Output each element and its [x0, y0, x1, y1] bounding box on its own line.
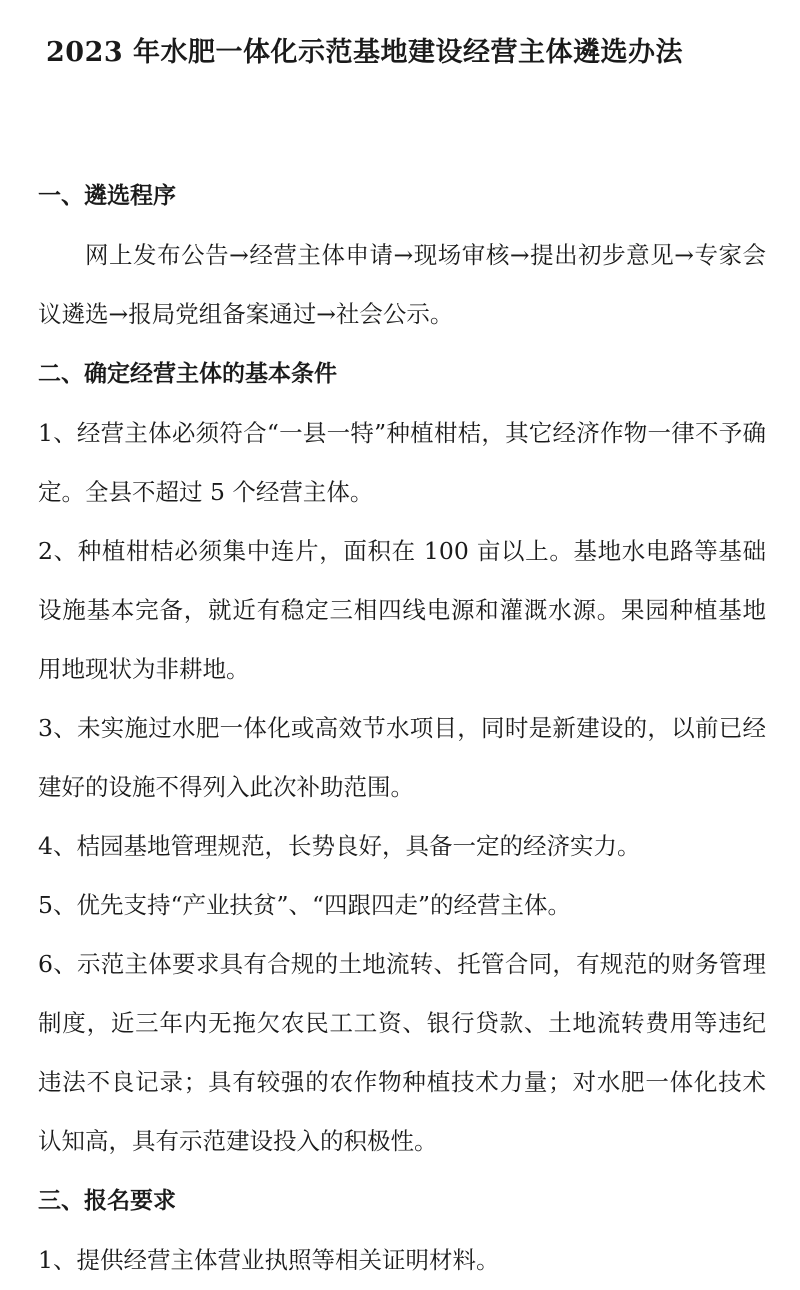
- section-registration-requirements: [38, 1171, 766, 1290]
- section-basic-conditions: [38, 344, 766, 1171]
- condition-item: 5、优先支持“产业扶贫”、“四跟四走”的经营主体。: [38, 891, 572, 919]
- section-selection-procedure: [38, 166, 766, 344]
- condition-item: 4、桔园基地管理规范，长势良好，具备一定的经济实力。: [38, 832, 641, 860]
- document-title: 2023 年水肥一体化示范基地建设经营主体遴选办法: [46, 37, 684, 68]
- section-heading: 三、报名要求: [38, 1187, 176, 1214]
- condition-item: 3、未实施过水肥一体化或高效节水项目，同时是新建设的，以前已经建好的设施不得列入此次补助范围。: [38, 714, 766, 801]
- condition-item: 2、种植柑桔必须集中连片，面积在 100 亩以上。基地水电路等基础设施基本完备，就近有稳定三相四线电源和灌溉水源。果园种植基地用地现状为非耕地。: [38, 537, 766, 683]
- section-heading: 一、遴选程序: [38, 182, 176, 209]
- section-heading: 二、确定经营主体的基本条件: [38, 360, 337, 387]
- procedure-paragraph: 网上发布公告→经营主体申请→现场审核→提出初步意见→专家会议遴选→报局党组备案通过→社会公示。: [38, 241, 766, 328]
- condition-item: 1、经营主体必须符合“一县一特”种植柑桔，其它经济作物一律不予确定。全县不超过 5 个经营主体。: [38, 419, 766, 506]
- condition-item: 6、示范主体要求具有合规的土地流转、托管合同，有规范的财务管理制度，近三年内无拖欠农民工工资、银行贷款、土地流转费用等违纪违法不良记录；具有较强的农作物种植技术力量；对水肥一体化技术认知高，具有示范建设投入的积极性。: [38, 950, 766, 1155]
- requirement-item: 1、提供经营主体营业执照等相关证明材料。: [38, 1246, 500, 1274]
